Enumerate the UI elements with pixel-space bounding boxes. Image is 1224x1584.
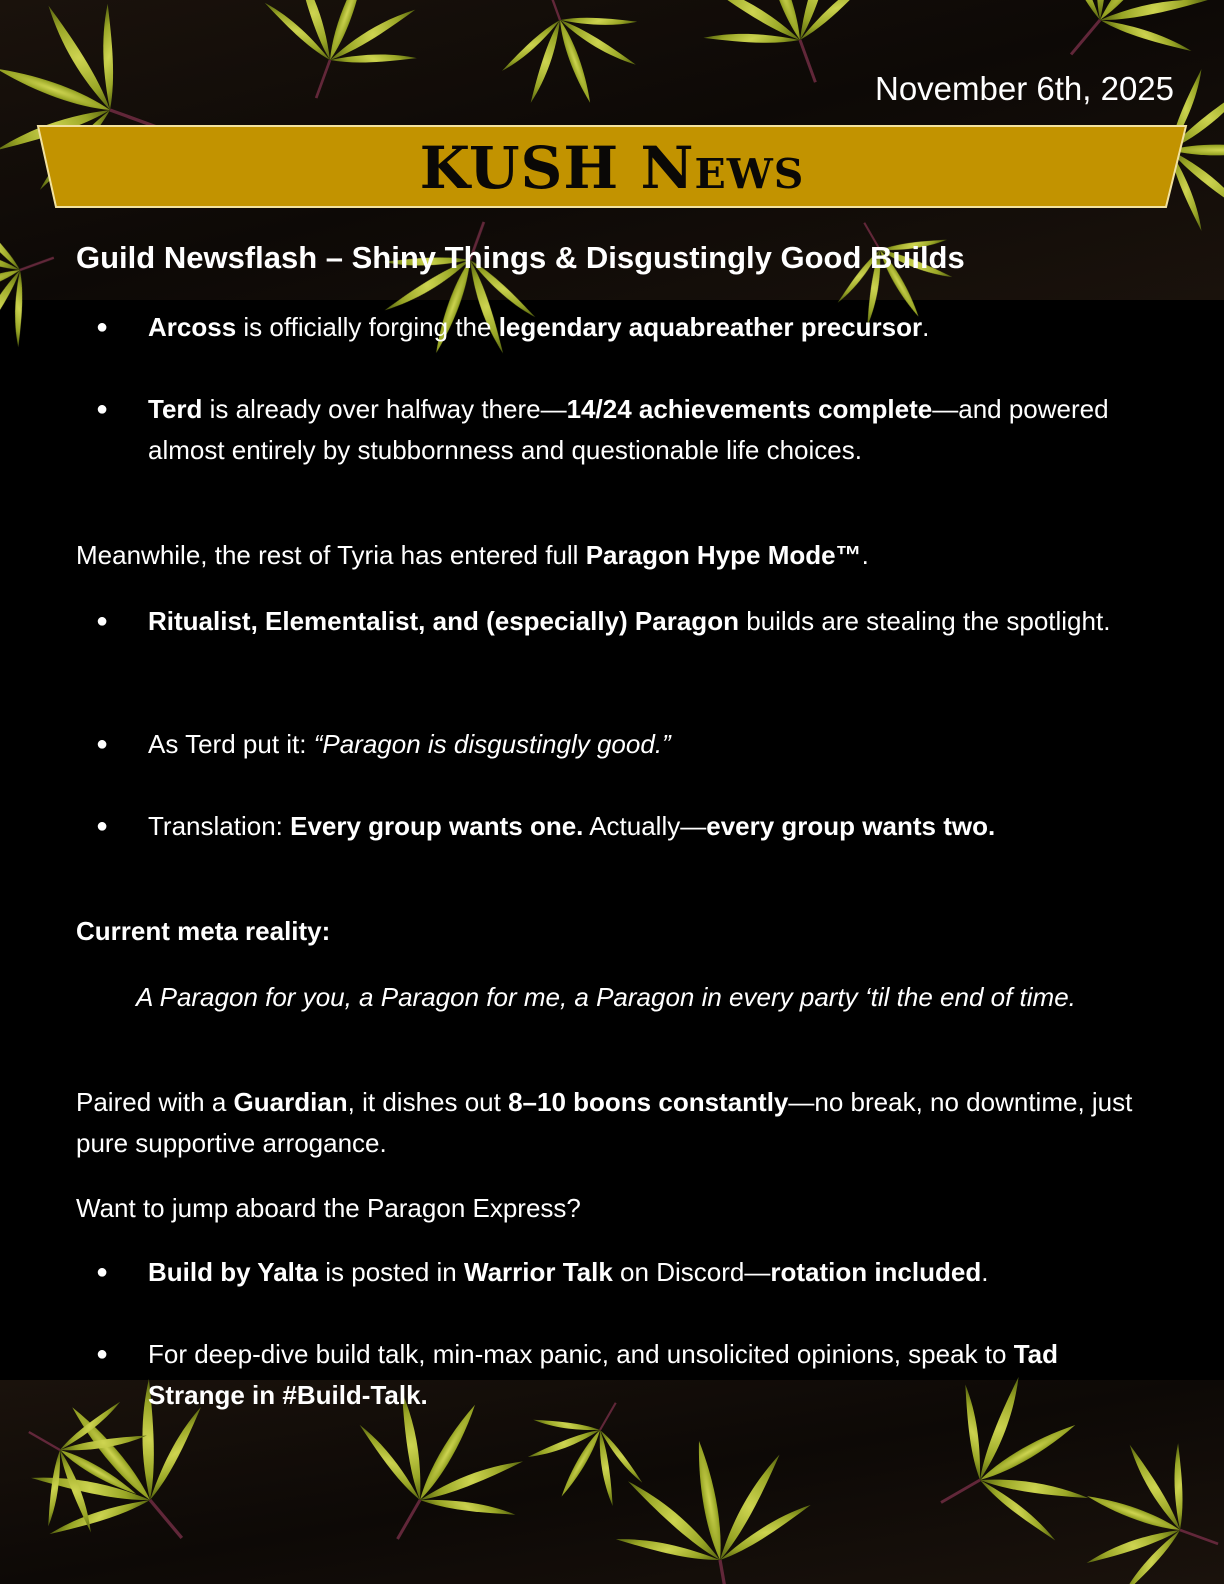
section-2-item-1 [76, 601, 1156, 642]
section-1-list [76, 307, 1156, 348]
section-3-item-2 [76, 1334, 1156, 1416]
headline: Guild Newsflash – Shiny Things & Disgustingly Good Builds [76, 240, 965, 275]
list-item: ● Arcoss is officially forging the legendary aquabreather precursor. [76, 307, 1156, 348]
section-2-item-2 [76, 724, 1156, 765]
paragraph-express: Want to jump aboard the Paragon Express? [76, 1193, 581, 1223]
masthead-title-news: News [640, 134, 805, 202]
paragraph-hype: Meanwhile, the rest of Tyria has entered full Paragon Hype Mode™. [76, 540, 869, 570]
list-item: ● Ritualist, Elementalist, and (especially) Paragon builds are stealing the spotlight. [76, 601, 1156, 642]
section-3-item-1 [76, 1252, 1156, 1293]
section-2-item-3 [76, 806, 1156, 847]
list-item: ● For deep-dive build talk, min-max panic, and unsolicited opinions, speak to Tad Strange in #Build-Talk. [76, 1334, 1156, 1416]
meta-quote: A Paragon for you, a Paragon for me, a Paragon in every party ‘til the end of time. [136, 982, 1076, 1012]
meta-heading: Current meta reality: [76, 916, 331, 946]
masthead-banner [36, 124, 1188, 209]
list-item: ● Terd is already over halfway there—14/24 achievements complete—and powered almost entirely by stubbornness and questionable life choices. [76, 389, 1156, 471]
list-item: ● Translation: Every group wants one. Actually—every group wants two. [76, 806, 1156, 847]
masthead-title [36, 134, 1188, 202]
list-item: ● As Terd put it: “Paragon is disgustingly good.” [76, 724, 1156, 765]
list-item: ● Build by Yalta is posted in Warrior Talk on Discord—rotation included. [76, 1252, 1156, 1293]
issue-date: November 6th, 2025 [874, 70, 1174, 107]
section-1-list-2 [76, 389, 1156, 471]
paragraph-guardian: Paired with a Guardian, it dishes out 8–10 boons constantly—no break, no downtime, just pure supportive arrogance. [76, 1087, 1133, 1158]
masthead-title-main: KUSH [419, 134, 620, 202]
